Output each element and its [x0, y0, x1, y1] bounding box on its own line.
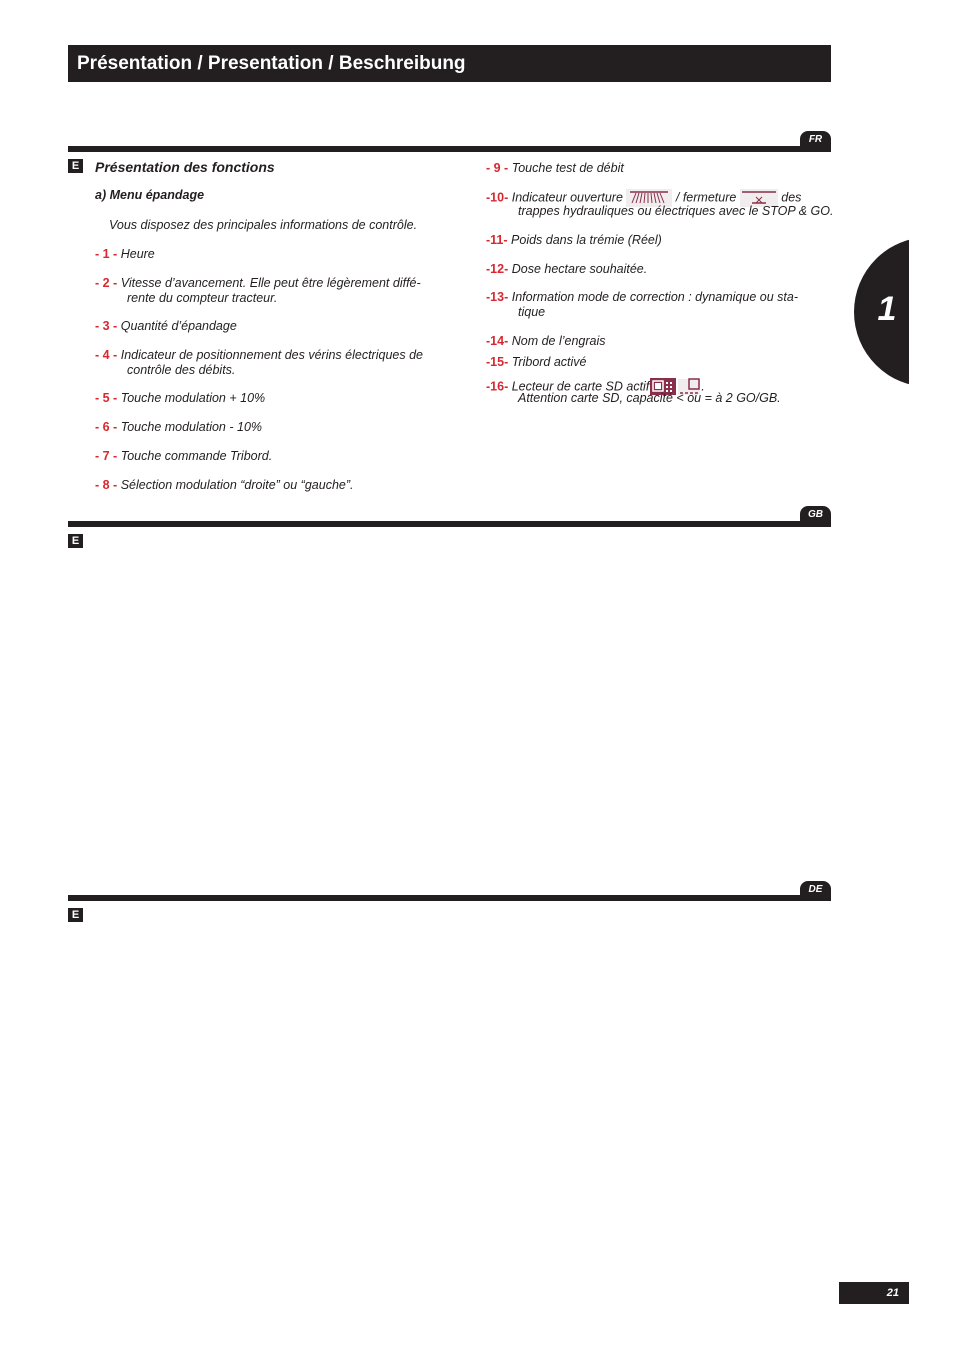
- list-item-1: [95, 247, 155, 262]
- list-item-15: [486, 355, 587, 370]
- item-number: -12-: [486, 262, 509, 276]
- list-item-9: [486, 161, 624, 176]
- list-item-13-line2: tique: [518, 305, 546, 319]
- list-item-2-line2: rente du compteur tracteur.: [127, 291, 278, 305]
- list-item-11: [486, 233, 662, 248]
- item-number: -15-: [486, 355, 509, 369]
- item-text: Nom de l’engrais: [511, 334, 606, 348]
- list-item-6: [95, 420, 262, 435]
- intro-text: Vous disposez des principales informations de contrôle.: [109, 218, 418, 232]
- section-rule-gb: [68, 521, 831, 527]
- item-text: Quantité d’épandage: [120, 319, 237, 333]
- item-text: Heure: [120, 247, 155, 261]
- subsection-title: a) Menu épandage: [95, 188, 205, 202]
- page-number: 21: [839, 1282, 909, 1304]
- section-title: Présentation des fonctions: [95, 159, 275, 175]
- item-number: - 5 -: [95, 391, 118, 405]
- item-text: Dose hectare souhaitée.: [511, 262, 648, 276]
- list-item-8: [95, 478, 354, 493]
- list-item-7: [95, 449, 272, 464]
- item-number: -13-: [486, 290, 509, 304]
- item-number: -10-: [486, 190, 509, 205]
- item-number: - 6 -: [95, 420, 118, 434]
- item-text: Indicateur ouverture: [511, 190, 623, 205]
- item-text: Sélection modulation “droite” ou “gauche”.: [120, 478, 354, 492]
- item-number: -11-: [486, 233, 508, 247]
- item-text: Poids dans la trémie (Réel): [511, 233, 662, 247]
- section-rule-fr: [68, 146, 831, 152]
- page-header: [68, 45, 831, 82]
- section-marker-gb: E: [68, 534, 83, 548]
- list-item-4: [95, 348, 423, 363]
- lang-tab-de: DE: [800, 881, 831, 898]
- list-item-4-line2: contrôle des débits.: [127, 363, 236, 377]
- item-number: - 2 -: [95, 276, 118, 290]
- lang-tab-gb: GB: [800, 506, 831, 523]
- item-text: Vitesse d’avancement. Elle peut être légèrement diffé-: [120, 276, 421, 290]
- list-item-12: [486, 262, 647, 277]
- item-text: / fermeture: [675, 190, 737, 205]
- item-text: Touche test de débit: [511, 161, 624, 175]
- item-number: -16-: [486, 379, 509, 394]
- item-number: - 3 -: [95, 319, 118, 333]
- list-item-13: [486, 290, 798, 305]
- item-text: Touche modulation + 10%: [120, 391, 266, 405]
- list-item-5: [95, 391, 265, 406]
- section-rule-de: [68, 895, 831, 901]
- list-item-2: [95, 276, 421, 291]
- item-number: - 9 -: [486, 161, 509, 175]
- section-marker-de: E: [68, 908, 83, 922]
- item-number: - 7 -: [95, 449, 118, 463]
- item-number: - 4 -: [95, 348, 118, 362]
- item-text: Touche modulation - 10%: [120, 420, 263, 434]
- item-text: des: [781, 190, 802, 205]
- chapter-tab-edge: [909, 230, 954, 400]
- section-marker-fr: E: [68, 159, 83, 173]
- item-number: - 1 -: [95, 247, 118, 261]
- list-item-10-line2: trappes hydrauliques ou électriques avec le STOP & GO.: [518, 204, 834, 218]
- item-text: Touche commande Tribord.: [120, 449, 273, 463]
- chapter-number: 1: [877, 290, 897, 328]
- item-number: -14-: [486, 334, 509, 348]
- item-text: Indicateur de positionnement des vérins électriques de: [120, 348, 423, 362]
- item-text: .: [701, 379, 705, 394]
- item-text: Information mode de correction : dynamique ou sta-: [511, 290, 798, 304]
- lang-tab-fr: FR: [800, 131, 831, 148]
- list-item-16-line2: Attention carte SD, capacité < ou = à 2 GO/GB.: [518, 391, 781, 405]
- item-text: Tribord activé: [511, 355, 587, 369]
- item-text: Lecteur de carte SD actif: [511, 379, 650, 394]
- page-title: Présentation / Presentation / Beschreibung: [77, 53, 466, 74]
- item-number: - 8 -: [95, 478, 118, 492]
- list-item-3: [95, 319, 237, 334]
- list-item-14: [486, 334, 606, 349]
